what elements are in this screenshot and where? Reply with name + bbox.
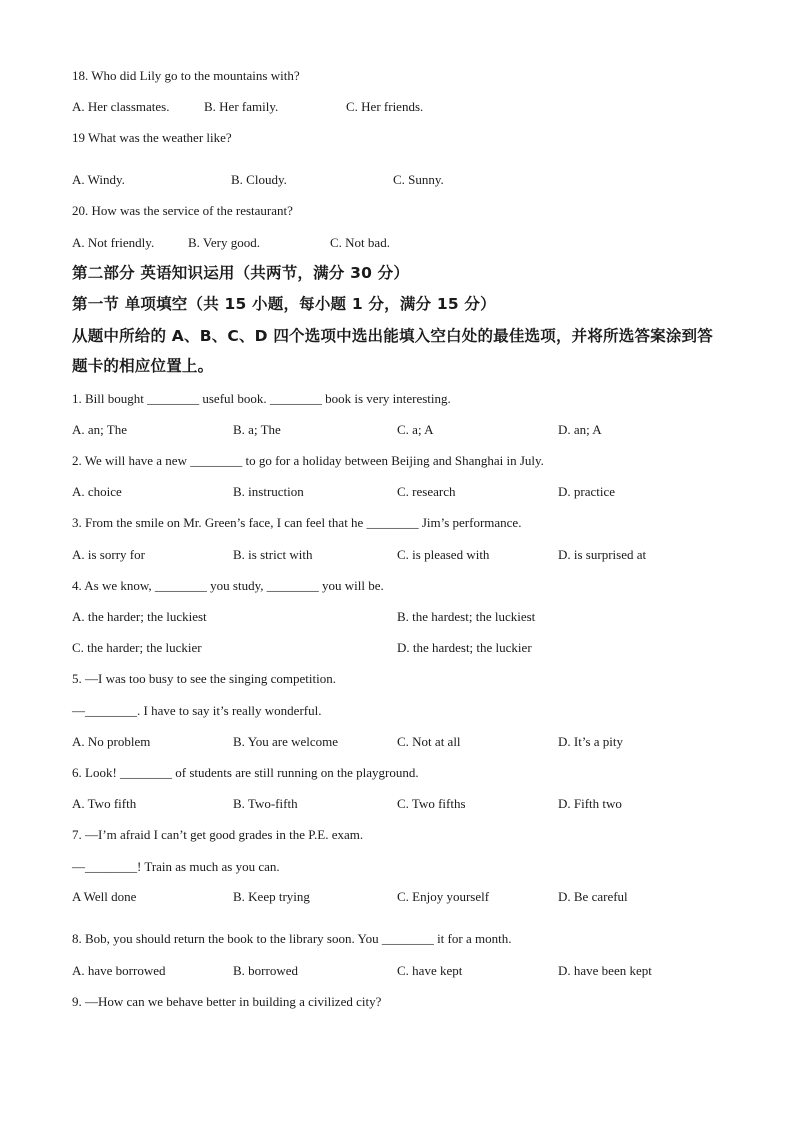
- q1-option-c: C. a; A: [397, 422, 434, 437]
- q6-option-b: B. Two-fifth: [233, 796, 298, 811]
- q20-option-c: C. Not bad.: [330, 235, 390, 250]
- question-7-stem: 7. —I’m afraid I can’t get good grades in the P.E. exam.: [72, 827, 364, 842]
- question-18-stem: 18. Who did Lily go to the mountains with?: [72, 68, 300, 83]
- q5-option-c: C. Not at all: [397, 734, 461, 749]
- q8-option-c: C. have kept: [397, 963, 463, 978]
- q4-option-a: A. the harder; the luckiest: [72, 609, 207, 624]
- q3-option-c: C. is pleased with: [397, 547, 490, 562]
- q4-option-b: B. the hardest; the luckiest: [397, 609, 536, 624]
- q6-option-d: D. Fifth two: [558, 796, 622, 811]
- q20-option-b: B. Very good.: [188, 235, 260, 250]
- q3-option-b: B. is strict with: [233, 547, 313, 562]
- q8-option-a: A. have borrowed: [72, 963, 166, 978]
- q3-option-d: D. is surprised at: [558, 547, 647, 562]
- q4-option-d: D. the hardest; the luckier: [397, 640, 532, 655]
- q4-option-c: C. the harder; the luckier: [72, 640, 202, 655]
- q18-option-b: B. Her family.: [204, 99, 279, 114]
- question-3-stem: 3. From the smile on Mr. Green’s face, I can feel that he ________ Jim’s performance.: [72, 515, 522, 530]
- question-1-stem: 1. Bill bought ________ useful book. ________ book is very interesting.: [72, 391, 451, 406]
- q5-option-b: B. You are welcome: [233, 734, 339, 749]
- q2-option-d: D. practice: [558, 484, 616, 499]
- q7-option-a: A Well done: [72, 889, 137, 904]
- question-9-stem: 9. —How can we behave better in building a civilized city?: [72, 994, 382, 1009]
- q7-option-b: B. Keep trying: [233, 889, 310, 904]
- question-8-stem: 8. Bob, you should return the book to the library soon. You ________ it for a month.: [72, 931, 512, 946]
- q1-option-a: A. an; The: [72, 422, 127, 437]
- section-1-title: 第一节 单项填空（共 15 小题，每小题 1 分，满分 15 分）: [72, 295, 496, 313]
- q19-option-a: A. Windy.: [72, 172, 125, 187]
- question-4-stem: 4. As we know, ________ you study, ________ you will be.: [72, 578, 384, 593]
- question-2-stem: 2. We will have a new ________ to go for a holiday between Beijing and Shanghai in July.: [72, 453, 544, 468]
- q2-option-b: B. instruction: [233, 484, 304, 499]
- q1-option-d: D. an; A: [558, 422, 602, 437]
- q8-option-d: D. have been kept: [558, 963, 652, 978]
- q18-option-c: C. Her friends.: [346, 99, 424, 114]
- q7-option-d: D. Be careful: [558, 889, 628, 904]
- question-5-stem: 5. —I was too busy to see the singing competition.: [72, 671, 336, 686]
- q19-option-b: B. Cloudy.: [231, 172, 287, 187]
- q3-option-a: A. is sorry for: [72, 547, 145, 562]
- question-7-stem-2: —________! Train as much as you can.: [72, 859, 280, 874]
- q5-option-d: D. It’s a pity: [558, 734, 623, 749]
- q6-option-c: C. Two fifths: [397, 796, 466, 811]
- q18-option-a: A. Her classmates.: [72, 99, 170, 114]
- q6-option-a: A. Two fifth: [72, 796, 137, 811]
- q2-option-c: C. research: [397, 484, 456, 499]
- q7-option-c: C. Enjoy yourself: [397, 889, 490, 904]
- question-6-stem: 6. Look! ________ of students are still running on the playground.: [72, 765, 419, 780]
- question-5-stem-2: —________. I have to say it’s really wonderful.: [72, 703, 322, 718]
- q8-option-b: B. borrowed: [233, 963, 298, 978]
- q20-option-a: A. Not friendly.: [72, 235, 155, 250]
- question-19-stem: 19 What was the weather like?: [72, 130, 232, 145]
- q1-option-b: B. a; The: [233, 422, 281, 437]
- instruction-line-2: 题卡的相应位置上。: [72, 357, 214, 375]
- q5-option-a: A. No problem: [72, 734, 151, 749]
- part-2-title: 第二部分 英语知识运用（共两节，满分 30 分）: [72, 264, 410, 282]
- q19-option-c: C. Sunny.: [393, 172, 444, 187]
- q2-option-a: A. choice: [72, 484, 122, 499]
- instruction-line-1: 从题中所给的 A、B、C、D 四个选项中选出能填入空白处的最佳选项，并将所选答案涂到答: [72, 327, 713, 345]
- question-20-stem: 20. How was the service of the restaurant?: [72, 203, 293, 218]
